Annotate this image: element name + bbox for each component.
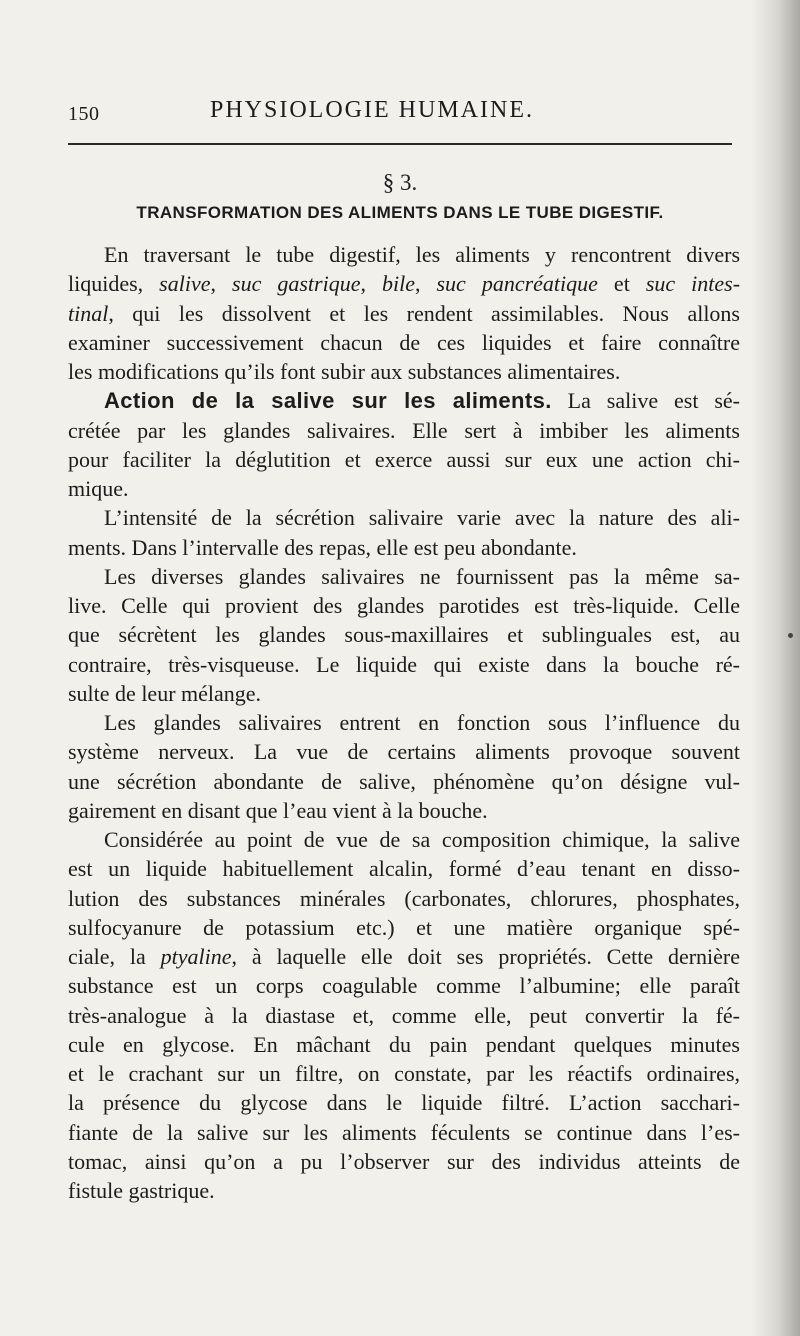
text-run: une sécrétion abondante de salive, phénomène qu’on désigne vul-: [68, 768, 740, 794]
text-run: et: [597, 271, 646, 297]
text-line: [68, 1059, 740, 1088]
page-number: 150: [68, 103, 100, 125]
text-line: [68, 328, 740, 357]
text-run: , à laquelle elle doit ses propriétés. Cette dernière: [231, 944, 741, 969]
text-line: [68, 971, 740, 1000]
text-run: sulte de leur mélange.: [68, 680, 262, 706]
text-line: [68, 269, 740, 298]
page-header: [68, 97, 748, 137]
text-line: [68, 445, 740, 474]
text-run: Les glandes salivaires entrent en fonction sous l’influence du: [104, 710, 740, 735]
text-line: [68, 562, 740, 591]
text-run: , qui les dissolvent et les rendent assimilables. Nous allons: [108, 300, 740, 326]
text-line: [68, 854, 740, 883]
text-line: [68, 913, 740, 942]
text-run: ,: [360, 271, 382, 297]
text-line: [68, 1030, 740, 1059]
text-line: [68, 1088, 740, 1117]
text-run: liquides,: [68, 271, 160, 297]
text-run: fistule gastrique.: [68, 1178, 215, 1203]
italic-term: suc pancréatique: [436, 271, 598, 297]
text-run: gairement en disant que l’eau vient à la bouche.: [68, 797, 488, 823]
text-line: [68, 1118, 740, 1147]
text-run: ,: [210, 271, 233, 297]
text-line: [68, 474, 740, 503]
text-run: substance est un corps coagulable comme l’albumine; elle paraît: [68, 973, 740, 999]
text-line: [68, 416, 740, 445]
text-line: [68, 825, 740, 854]
text-run: ciale, la: [68, 944, 161, 969]
run-in-heading: Action de la salive sur les aliments.: [104, 388, 552, 414]
text-run: que sécrètent les glandes sous-maxillaires et sublinguales est, au: [68, 622, 740, 648]
ink-speck: [788, 633, 793, 638]
text-line: [68, 1001, 740, 1030]
italic-term: ptyaline: [160, 944, 232, 969]
text-run: ments. Dans l’intervalle des repas, elle est peu abondante.: [68, 534, 577, 560]
text-line: [68, 386, 740, 415]
text-line: [68, 620, 740, 649]
text-run: est un liquide habituellement alcalin, formé d’eau tenant en disso-: [68, 856, 740, 882]
text-run: La salive est sé-: [551, 388, 740, 414]
header-rule: [68, 143, 732, 145]
text-line: [68, 884, 740, 913]
text-line: [68, 533, 740, 562]
text-line: [68, 708, 740, 737]
section-mark: § 3.: [382, 170, 418, 195]
text-run: cule en glycose. En mâchant du pain pendant quelques minutes: [68, 1031, 740, 1057]
text-run: L’intensité de la sécrétion salivaire varie avec la nature des ali-: [104, 505, 740, 531]
text-run: tomac, ainsi qu’on a pu l’observer sur des individus atteints de: [68, 1148, 740, 1174]
text-run: examiner successivement chacun de ces liquides et faire connaître: [68, 329, 740, 355]
text-run: pour faciliter la déglutition et exerce aussi sur eux une action chi-: [68, 446, 740, 472]
text-line: [68, 1147, 740, 1176]
text-line: [68, 767, 740, 796]
text-run: En traversant le tube digestif, les aliments y rencontrent divers: [104, 242, 740, 267]
text-run: Les diverses glandes salivaires ne fournissent pas la même sa-: [104, 563, 740, 589]
text-line: [68, 737, 740, 766]
text-line: [68, 503, 740, 532]
text-line: [68, 1176, 740, 1205]
italic-term: salive: [159, 271, 211, 297]
text-run: lution des substances minérales (carbonates, chlorures, phosphates,: [68, 885, 740, 911]
text-run: Considérée au point de vue de sa composition chimique, la salive: [104, 827, 740, 852]
text-run: fiante de la salive sur les aliments féculents se continue dans l’es-: [68, 1119, 740, 1145]
text-line: [68, 796, 740, 825]
text-run: les modifications qu’ils font subir aux substances alimentaires.: [68, 359, 621, 384]
text-line: [68, 357, 740, 386]
text-run: contraire, très-visqueuse. Le liquide qui existe dans la bouche ré-: [68, 651, 740, 677]
text-run: crétée par les glandes salivaires. Elle sert à imbiber les aliments: [68, 417, 740, 443]
section-title: TRANSFORMATION DES ALIMENTS DANS LE TUBE DIGESTIF.: [136, 203, 664, 222]
text-line: [68, 679, 740, 708]
text-run: très-analogue à la diastase et, comme elle, peut convertir la fé-: [68, 1002, 740, 1028]
text-line: [68, 942, 740, 971]
text-run: et le crachant sur un filtre, on constate, par les réactifs ordinaires,: [68, 1061, 740, 1086]
italic-term: tinal: [68, 300, 109, 326]
text-run: la présence du glycose dans le liquide filtré. L’action sacchari-: [68, 1090, 740, 1116]
running-title: PHYSIOLOGIE HUMAINE.: [210, 97, 534, 123]
italic-term: suc intes-: [645, 271, 741, 297]
text-line: [68, 650, 740, 679]
text-run: live. Celle qui provient des glandes parotides est très-liquide. Celle: [68, 593, 740, 618]
text-run: mique.: [68, 476, 129, 501]
italic-term: suc gastrique: [232, 271, 361, 297]
text-run: ,: [414, 271, 437, 297]
text-line: [68, 299, 740, 328]
text-line: [68, 591, 740, 620]
text-line: [68, 240, 740, 269]
italic-term: bile: [381, 271, 415, 297]
text-run: sulfocyanure de potassium etc.) et une matière organique spé-: [68, 914, 740, 940]
body-text: [68, 240, 740, 1205]
text-run: système nerveux. La vue de certains aliments provoque souvent: [68, 739, 740, 765]
